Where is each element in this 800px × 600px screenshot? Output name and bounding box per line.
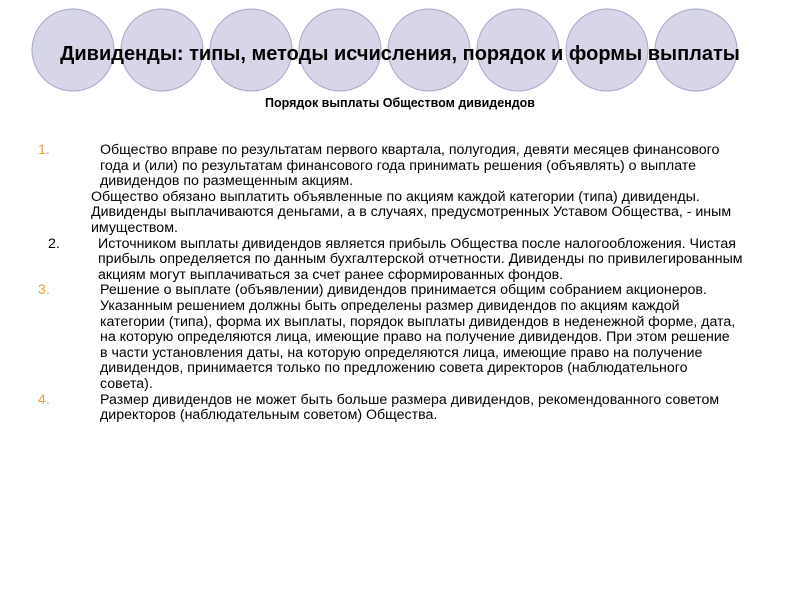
slide-subtitle: Порядок выплаты Обществом дивидендов	[265, 96, 535, 110]
list-number-2: 2.	[48, 235, 60, 252]
list-number-1: 1.	[38, 142, 50, 158]
list-item-3	[0, 283, 800, 392]
list-paragraph-continuation	[0, 190, 800, 237]
list-paragraph-text	[91, 190, 751, 237]
list-item-1	[0, 143, 800, 190]
list-number-3: 3.	[38, 282, 50, 299]
continuation-text: Общество обязано выплатить объявленные по акциям каждой категории (типа) дивиденды. Дивиденды выплачиваются деньгами, а в случаях, предусмотренных Уставом Общества, - иным имуществом.	[91, 188, 732, 236]
dividend-rules-list	[0, 143, 800, 424]
list-item-4	[0, 393, 800, 424]
list-item-text-3: Решение о выплате (объявлении) дивидендов принимается общим собранием акционеров. Указанным решением должны быть определены размер дивидендов по акциям каждой категории (типа), форма их выплаты, порядок выплаты дивидендов в неденежной форме, дата, на которую определяются лица, имеющие право на получение дивидендов. При этом решение в части установления даты, на которую определяются лица, имеющие право на получение дивидендов, принимается только по предложению совета директоров (наблюдательного совета).	[100, 282, 736, 392]
list-item-2	[0, 237, 800, 284]
list-number-4: 4.	[38, 391, 50, 408]
slide-title: Дивиденды: типы, методы исчисления, порядок и формы выплаты	[60, 43, 740, 65]
list-item-text-2: Источником выплаты дивидендов является прибыль Общества после налогообложения. Чистая прибыль определяется по данным бухгалтерской отчетности. Дивиденды по привилегированным акциям могут выплачиваться за счет ранее сформированных фондов.	[98, 235, 743, 283]
list-item-text-4: Размер дивидендов не может быть больше размера дивидендов, рекомендованного советом директоров (наблюдательным советом) Общества.	[100, 391, 720, 424]
list-item-text-1: Общество вправе по результатам первого квартала, полугодия, девяти месяцев финансового года и (или) по результатам финансового года принимать решения (объявлять) о выплате дивидендов по размещенным акциям.	[100, 142, 720, 190]
